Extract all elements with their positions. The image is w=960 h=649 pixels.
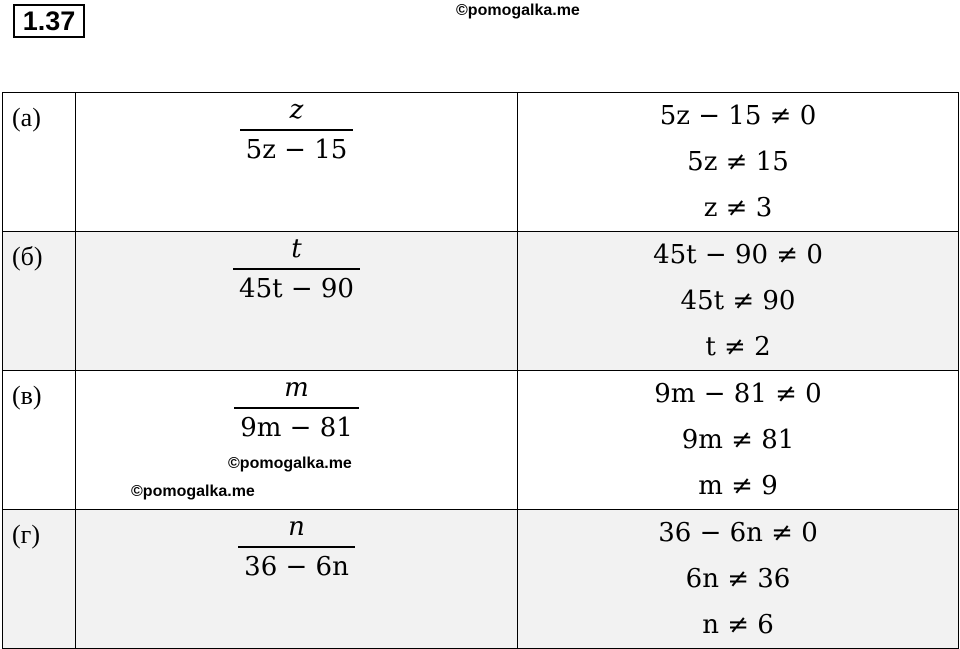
watermark-middle: ©pomogalka.me xyxy=(228,455,352,472)
condition-line: n ≠ 6 xyxy=(702,610,774,640)
condition-line: m ≠ 9 xyxy=(698,471,778,501)
fraction-denominator: 5z − 15 xyxy=(240,129,354,165)
fraction xyxy=(240,95,354,165)
conditions-cell xyxy=(518,232,959,371)
row-label: (а) xyxy=(3,93,76,232)
fraction-cell xyxy=(76,93,518,232)
conditions-list xyxy=(518,93,958,231)
fraction-denominator: 9m − 81 xyxy=(234,407,359,443)
fraction-numerator: m xyxy=(284,373,309,403)
fraction-denominator: 36 − 6n xyxy=(238,546,355,582)
condition-line: t ≠ 2 xyxy=(705,332,771,362)
condition-line: 45t − 90 ≠ 0 xyxy=(653,240,823,270)
row-label: (г) xyxy=(3,510,76,649)
condition-line: 9m − 81 ≠ 0 xyxy=(654,379,822,409)
conditions-cell xyxy=(518,510,959,649)
conditions-cell xyxy=(518,93,959,232)
watermark-lower: ©pomogalka.me xyxy=(131,483,255,500)
conditions-list xyxy=(518,232,958,370)
fraction-denominator: 45t − 90 xyxy=(233,268,360,304)
condition-line: 45t ≠ 90 xyxy=(680,286,796,316)
conditions-cell xyxy=(518,371,959,510)
solution-table xyxy=(2,92,959,649)
table-row-a xyxy=(3,93,959,232)
table-row-d xyxy=(3,510,959,649)
conditions-list xyxy=(518,371,958,509)
problem-number: 1.37 xyxy=(13,4,85,38)
watermark-top: ©pomogalka.me xyxy=(456,2,580,19)
fraction-numerator: t xyxy=(291,234,302,264)
conditions-list xyxy=(518,510,958,648)
fraction xyxy=(234,373,359,443)
table-row-b xyxy=(3,232,959,371)
condition-line: 5z − 15 ≠ 0 xyxy=(659,101,817,131)
fraction-numerator: z xyxy=(289,95,304,125)
row-label: (в) xyxy=(3,371,76,510)
fraction-cell xyxy=(76,510,518,649)
condition-line: 36 − 6n ≠ 0 xyxy=(658,518,818,548)
condition-line: 5z ≠ 15 xyxy=(687,147,789,177)
fraction xyxy=(233,234,360,304)
condition-line: 6n ≠ 36 xyxy=(685,564,791,594)
condition-line: z ≠ 3 xyxy=(703,193,773,223)
condition-line: 9m ≠ 81 xyxy=(681,425,795,455)
row-label: (б) xyxy=(3,232,76,371)
fraction-cell xyxy=(76,232,518,371)
fraction-numerator: n xyxy=(288,512,305,542)
fraction xyxy=(238,512,355,582)
